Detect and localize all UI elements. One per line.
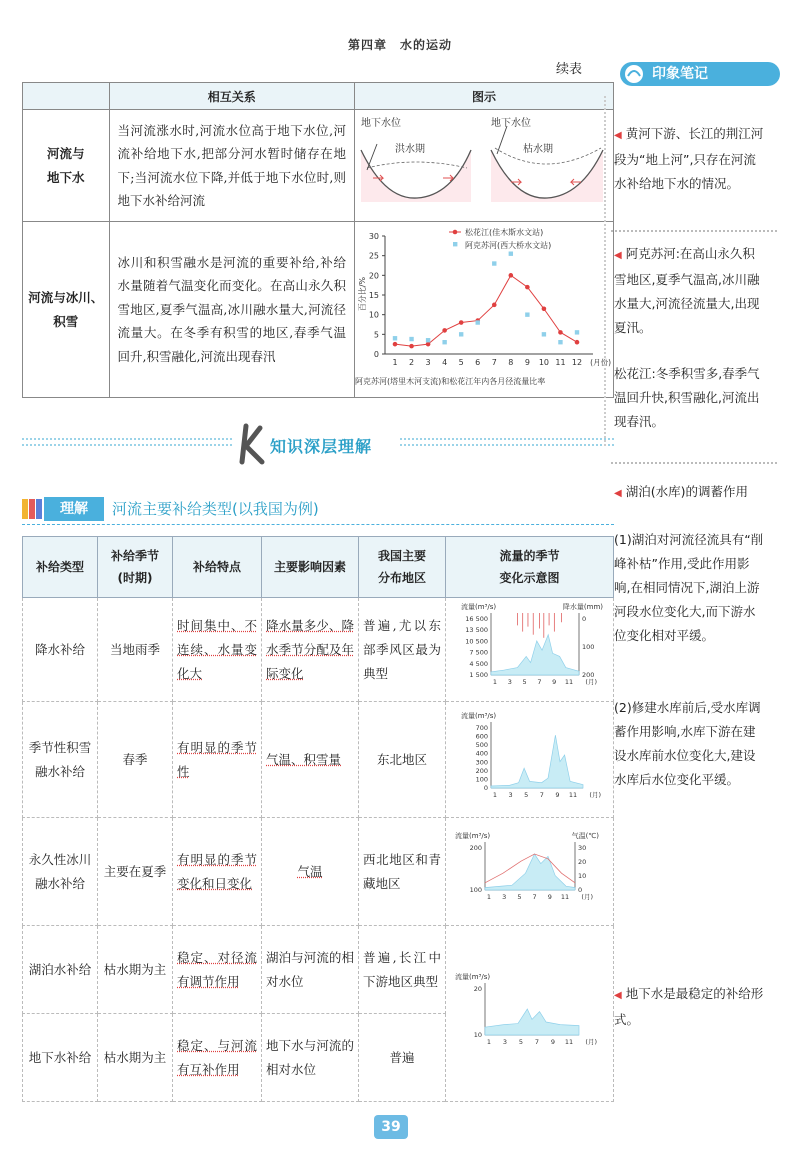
y-tick-label: 10 500 [464,636,488,645]
songhua-point [409,344,414,349]
cell-region: 西北地区和青藏地区 [359,818,446,926]
row-text-glacier: 冰川和积雪融水是河流的重要补给,补给水量随着气温变化而变化。在高山永久积雪地区,夏季气温高,冰川融水量大,河流径流量大。在冬季有积雪的地区,春季气温回升,积雪融化,河流出现春汛 [109,222,354,398]
sidebar-title: 印象笔记 [652,66,708,82]
songhua-point [525,285,530,290]
runoff-ratio-chart [355,222,613,394]
cell-region: 东北地区 [359,702,446,818]
x-tick-label: 1 [392,358,398,367]
col-region: 我国主要 分布地区 [359,537,446,598]
cell-season: 枯水期为主 [98,1014,173,1102]
note-arrow-icon: ◀ [614,250,622,261]
flow-area [485,1009,579,1035]
cell-chart [446,702,614,818]
glacier-supply-chart [455,828,605,908]
x-tick-label: 10 [538,358,550,367]
note-aksu-river: ◀ 阿克苏河:在高山永久积雪地区,夏季气温高,冰川融水量大,河流径流量大,出现夏汛。 [614,246,760,335]
cell-factor: 湖泊与河流的相对水位 [262,926,359,1014]
flow-area [485,854,575,890]
cell-feature: 稳定、对径流有调节作用 [173,926,262,1014]
deco-bar-red [29,499,35,519]
cell-type: 湖泊水补给 [23,926,98,1014]
aksu-point [426,338,430,342]
knowledge-banner [0,420,620,466]
y2-tick-label: 200 [581,670,594,679]
cell-type: 降水补给 [23,598,98,702]
y-tick-label: 16 500 [464,614,488,623]
x-tick-label: 3 [502,1037,507,1046]
y2-tick-label: 30 [577,843,586,852]
col-type: 补给类型 [23,537,98,598]
legend-songhua: 松花江(佳木斯水文站) [465,228,544,237]
note-groundwater: ◀ 地下水是最稳定的补给形式。 [614,986,764,1027]
x-tick-label: 11 [568,790,577,799]
songhua-point [426,342,431,347]
songhua-point [542,306,547,311]
y-tick-label: 0 [483,783,488,792]
y-tick-label: 300 [475,757,488,766]
aksu-point [442,340,446,344]
y-tick-label: 20 [368,271,379,281]
note-lake-2: (2)修建水库前后,受水库调蓄作用影响,水库下游在建设水库前水位变化大,建设水库后水位变化平缓。 [614,700,761,787]
note-above-ground-river: ◀ 黄河下游、长江的荆江河段为“地上河”,只存在河流水补给地下水的情况。 [614,126,764,191]
x-tick-label: 7 [491,358,497,367]
y-tick-label: 100 [469,885,482,894]
cell-season: 枯水期为主 [98,926,173,1014]
cell-type: 地下水补给 [23,1014,98,1102]
cell-factor: 气温、积雪量 [262,702,359,818]
x-tick-label: 5 [518,1037,523,1046]
cell-feature: 稳定、与河流有互补作用 [173,1014,262,1102]
y2-tick-label: 100 [581,642,594,651]
x-tick-label: 3 [508,790,513,799]
y-tick-label: 500 [475,740,488,749]
note-separator [611,462,777,464]
x-tick-label: 1 [486,892,491,901]
x-axis-label: (月) [584,1037,597,1046]
lake-supply-chart [455,969,605,1051]
y2-tick-label: 10 [577,871,586,880]
cell-season: 主要在夏季 [98,818,173,926]
x-tick-label: 5 [458,358,464,367]
river-groundwater-diagram [355,110,613,218]
dry-period-diagram [491,116,603,202]
y-tick-label: 400 [475,749,488,758]
legend-marker-aksu [453,242,457,246]
flood-period-label: 洪水期 [395,144,425,155]
col-header-relation: 相互关系 [109,83,354,110]
cell-chart [446,818,614,926]
x-tick-label: 9 [547,892,552,901]
x-tick-label: 9 [550,1037,555,1046]
note-songhua-river: 松花江:冬季积雪多,春季气温回升快,积雪融化,河流出现春汛。 [614,366,760,429]
y-tick-label: 10 [473,1030,482,1039]
aksu-point [459,332,463,336]
deco-bar-yellow [22,499,28,519]
cell-region: 普遍,长江中下游地区典型 [359,926,446,1014]
banner-dots-right [400,438,614,440]
aksu-point [476,320,480,324]
flood-period-diagram [361,116,471,202]
x-tick-label: 11 [555,358,566,367]
cell-type: 季节性积雪融水补给 [23,702,98,818]
y2-axis-label: 降水量(mm) [562,602,603,611]
aksu-point [525,312,529,316]
table-row [23,702,614,818]
y2-tick-label: 0 [577,885,582,894]
note-separator [611,230,777,232]
aksu-point [558,340,562,344]
x-tick-label: 9 [551,677,556,686]
x-tick-label: 5 [523,790,528,799]
x-tick-label: 2 [408,358,415,367]
songhua-point [509,273,514,278]
note-arrow-icon: ◀ [614,990,622,1001]
aksu-point [492,261,496,265]
cell-season: 当地雨季 [98,598,173,702]
cell-factor: 地下水与河流的相对水位 [262,1014,359,1102]
col-factor: 主要影响因素 [262,537,359,598]
runoff-chart-cell [355,222,614,398]
note-lake-1: (1)湖泊对河流径流具有“削峰补枯”作用,受此作用影响,在相同情况下,湖泊上游河段水位变化大,而下游水位变化相对平缓。 [614,532,764,643]
x-tick-label: 1 [486,1037,491,1046]
songhua-point [459,320,464,325]
col-chart: 流量的季节 变化示意图 [446,537,614,598]
flow-area [491,634,579,674]
series-line-songhua [395,275,577,346]
x-tick-label: 5 [522,677,527,686]
page-number: 39 [374,1115,408,1139]
cell-season: 春季 [98,702,173,818]
col-season: 补给季节 (时期) [98,537,173,598]
x-tick-label: 3 [507,677,512,686]
chapter-header: 第四章 水的运动 [347,38,452,52]
flow-area [491,735,583,788]
y-tick-label: 25 [368,251,379,261]
corner-cell [23,83,110,110]
deco-bar-blue [36,499,42,519]
table-row [23,926,614,1014]
aksu-point [409,337,413,341]
aksu-point [542,332,546,336]
x-tick-label: 7 [539,790,544,799]
row-name-groundwater: 河流与 地下水 [23,110,110,222]
y-tick-label: 0 [373,350,379,359]
x-tick-label: 1 [492,677,497,686]
x-tick-label: 5 [516,892,521,901]
note-arrow-icon: ◀ [614,488,622,499]
rain-supply-chart [455,601,605,691]
songhua-point [393,342,398,347]
cell-region: 普遍,尤以东部季风区最为典型 [359,598,446,702]
y-axis-label: 百分比/% [358,276,367,312]
cell-factor: 气温 [262,818,359,926]
x-tick-label: 12 [571,358,583,367]
x-tick-label: 7 [532,892,537,901]
x-tick-label: 11 [564,677,573,686]
y-tick-label: 15 [368,291,379,300]
songhua-point [442,328,447,333]
x-tick-label: 6 [475,358,481,367]
x-tick-label: 9 [554,790,559,799]
songhua-point [558,330,563,335]
y-axis-label: 流量(m³/s) [454,972,490,981]
cell-factor: 降水量多少、降水季节分配及年际变化 [262,598,359,702]
col-feature: 补给特点 [173,537,262,598]
legend-aksu: 阿克苏河(西大桥水文站) [465,241,552,250]
cell-chart [446,598,614,702]
banner-dots-left [22,438,232,440]
banner-dots-left2 [22,444,232,446]
section-tag: 理解 [44,497,104,521]
aksu-point [509,252,513,256]
groundwater-diagram [355,110,614,222]
x-tick-label: 11 [560,892,569,901]
dry-period-label: 枯水期 [523,144,553,155]
cell-chart [446,926,614,1102]
knowledge-title: 知识深层理解 [270,437,373,456]
y-tick-label: 200 [469,843,482,852]
x-axis-label: (月) [584,677,597,686]
aksu-point [393,336,397,340]
x-tick-label: 4 [442,358,448,367]
y2-axis-label: 气温(℃) [571,831,599,840]
y-tick-label: 200 [475,766,488,775]
flood-gw-label: 地下水位 [361,118,401,129]
x-axis-label: (月份) [590,358,611,367]
cell-region: 普遍 [359,1014,446,1102]
x-tick-label: 3 [425,358,431,367]
x-tick-label: 7 [536,677,541,686]
table-row [23,598,614,702]
x-tick-label: 9 [524,358,530,367]
note-lake-title: ◀ 湖泊(水库)的调蓄作用 [614,484,748,499]
y-tick-label: 20 [473,984,482,993]
col-header-diagram: 图示 [355,83,614,110]
x-axis-label: (月) [580,892,593,901]
snowmelt-supply-chart [455,708,605,804]
x-tick-label: 7 [534,1037,539,1046]
cell-feature: 有明显的季节性 [173,702,262,818]
y-tick-label: 5 [373,330,379,340]
y-axis-label: 流量(m³/s) [460,602,496,611]
cell-feature: 时间集中、不连续、水量变化大 [173,598,262,702]
x-axis-label: (月) [588,790,601,799]
row-text-groundwater: 当河流涨水时,河流水位高于地下水位,河流补给地下水,把部分河水暂时储存在地下;当河流水位下降,并低于地下水位时,则地下水补给河流 [109,110,354,222]
y-tick-label: 7 500 [468,648,488,657]
y-tick-label: 13 500 [464,625,488,634]
x-tick-label: 1 [492,790,497,799]
y-axis-label: 流量(m³/s) [454,831,490,840]
x-tick-label: 8 [508,358,514,367]
sidebar-divider [604,96,606,446]
section-underline [22,524,614,525]
relation-table [22,82,614,398]
y-tick-label: 100 [475,774,488,783]
cell-type: 永久性冰川融水补给 [23,818,98,926]
chart-title: 阿克苏河(塔里木河支流)和松花江年内各月径流量比率 [355,377,546,386]
note-arrow-icon: ◀ [614,130,622,141]
y2-tick-label: 0 [581,614,586,623]
y-tick-label: 1 500 [468,670,488,679]
continued-label: 续表 [556,62,583,77]
y-tick-label: 700 [475,723,488,732]
y-tick-label: 4 500 [468,659,488,668]
supply-type-table [22,536,614,1102]
sidebar-title-bar [620,62,780,86]
songhua-point [492,303,497,308]
table-row [23,818,614,926]
cell-feature: 有明显的季节变化和日变化 [173,818,262,926]
y-tick-label: 10 [368,310,379,320]
k-logo-icon [238,422,270,466]
y-axis-label: 流量(m³/s) [460,711,496,720]
y-tick-label: 30 [368,232,379,241]
banner-dots-right2 [400,444,614,446]
section-title: 河流主要补给类型(以我国为例) [112,500,319,518]
x-tick-label: 3 [501,892,506,901]
y2-tick-label: 20 [577,857,586,866]
aksu-point [575,330,579,334]
y-tick-label: 600 [475,732,488,741]
x-tick-label: 11 [564,1037,573,1046]
row-name-glacier: 河流与冰川、 积雪 [23,222,110,398]
songhua-point [575,340,580,345]
dry-gw-label: 地下水位 [491,118,531,129]
